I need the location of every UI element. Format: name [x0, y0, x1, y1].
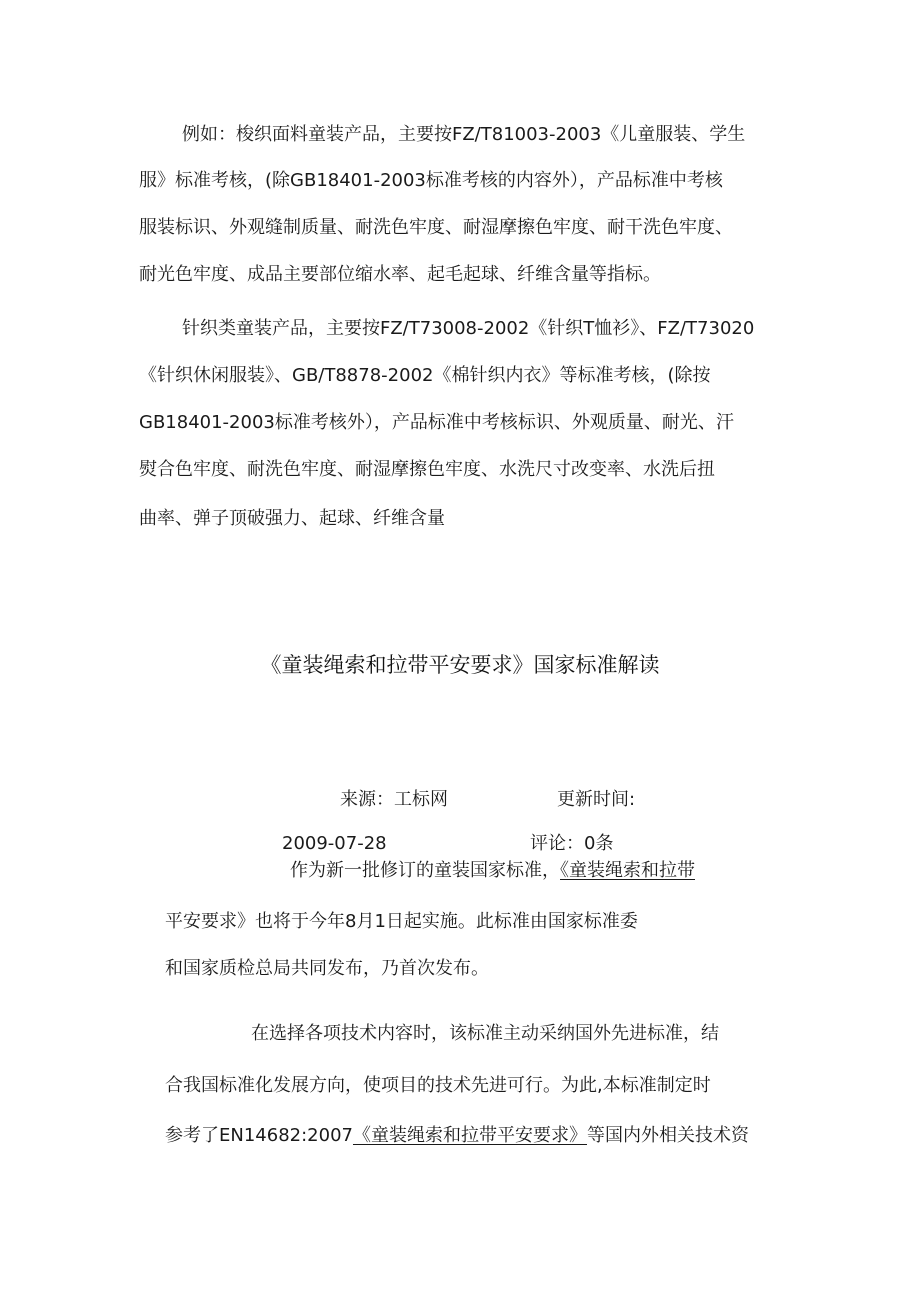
publish-date: 2009-07-28 [282, 833, 387, 854]
source-label: 来源：工标网 [340, 789, 448, 810]
para4-line1: 在选择各项技术内容时，该标准主动采纳国外先进标准，结 [251, 1023, 719, 1044]
standard-title-link[interactable]: 《童装绳索和拉带 [560, 860, 695, 881]
para2-line4: 熨合色牢度、耐洗色牢度、耐湿摩擦色牢度、水洗尺寸改变率、水洗后扭 [139, 459, 715, 480]
para1-line1: 例如：梭织面料童装产品，主要按FZ/T81003-2003《儿童服装、学生 [182, 124, 746, 145]
para2-line5: 曲率、弹子顶破强力、起球、纤维含量 [139, 508, 445, 529]
para4-line3-tail: 等国内外相关技术资 [586, 1125, 749, 1146]
para2-line3: GB18401-2003标准考核外），产品标准中考核标识、外观质量、耐光、汗 [139, 412, 734, 433]
para3-line2-lead: 平安要求》 [165, 911, 255, 932]
para4-line3 [165, 1124, 749, 1148]
para1-line2: 服》标准考核，(除GB18401-2003标准考核的内容外），产品标准中考核 [139, 170, 723, 191]
para1-line4: 耐光色牢度、成品主要部位缩水率、起毛起球、纤维含量等指标。 [139, 264, 661, 285]
updated-label: 更新时间: [557, 789, 636, 810]
para3-line1 [290, 859, 695, 883]
article-title: 《童装绳索和拉带平安要求》国家标准解读 [260, 653, 660, 677]
para4-line2: 合我国标准化发展方向，使项目的技术先进可行。为此,本标准制定时 [165, 1075, 711, 1096]
para3-line2 [165, 910, 638, 934]
standard-reference-link[interactable]: 《童装绳索和拉带平安要求》 [352, 1125, 587, 1146]
comment-count: 评论：0条 [530, 833, 614, 854]
para3-line2-text: 也将于今年8月1日起实施。此标准由国家标准委 [255, 911, 638, 932]
para1-line3: 服装标识、外观缝制质量、耐洗色牢度、耐湿摩擦色牢度、耐干洗色牢度、 [139, 217, 733, 238]
para2-line2: 《针织休闲服装》、GB/T8878-2002《棉针织内衣》等标准考核，(除按 [139, 365, 711, 386]
para2-line1: 针织类童装产品，主要按FZ/T73008-2002《针织T恤衫》、FZ/T73020 [182, 318, 755, 339]
para3-line1-text: 作为新一批修订的童装国家标准， [290, 860, 560, 881]
para4-line3-text: 参考了EN14682:2007 [165, 1125, 353, 1146]
para3-line3: 和国家质检总局共同发布，乃首次发布。 [165, 958, 489, 979]
